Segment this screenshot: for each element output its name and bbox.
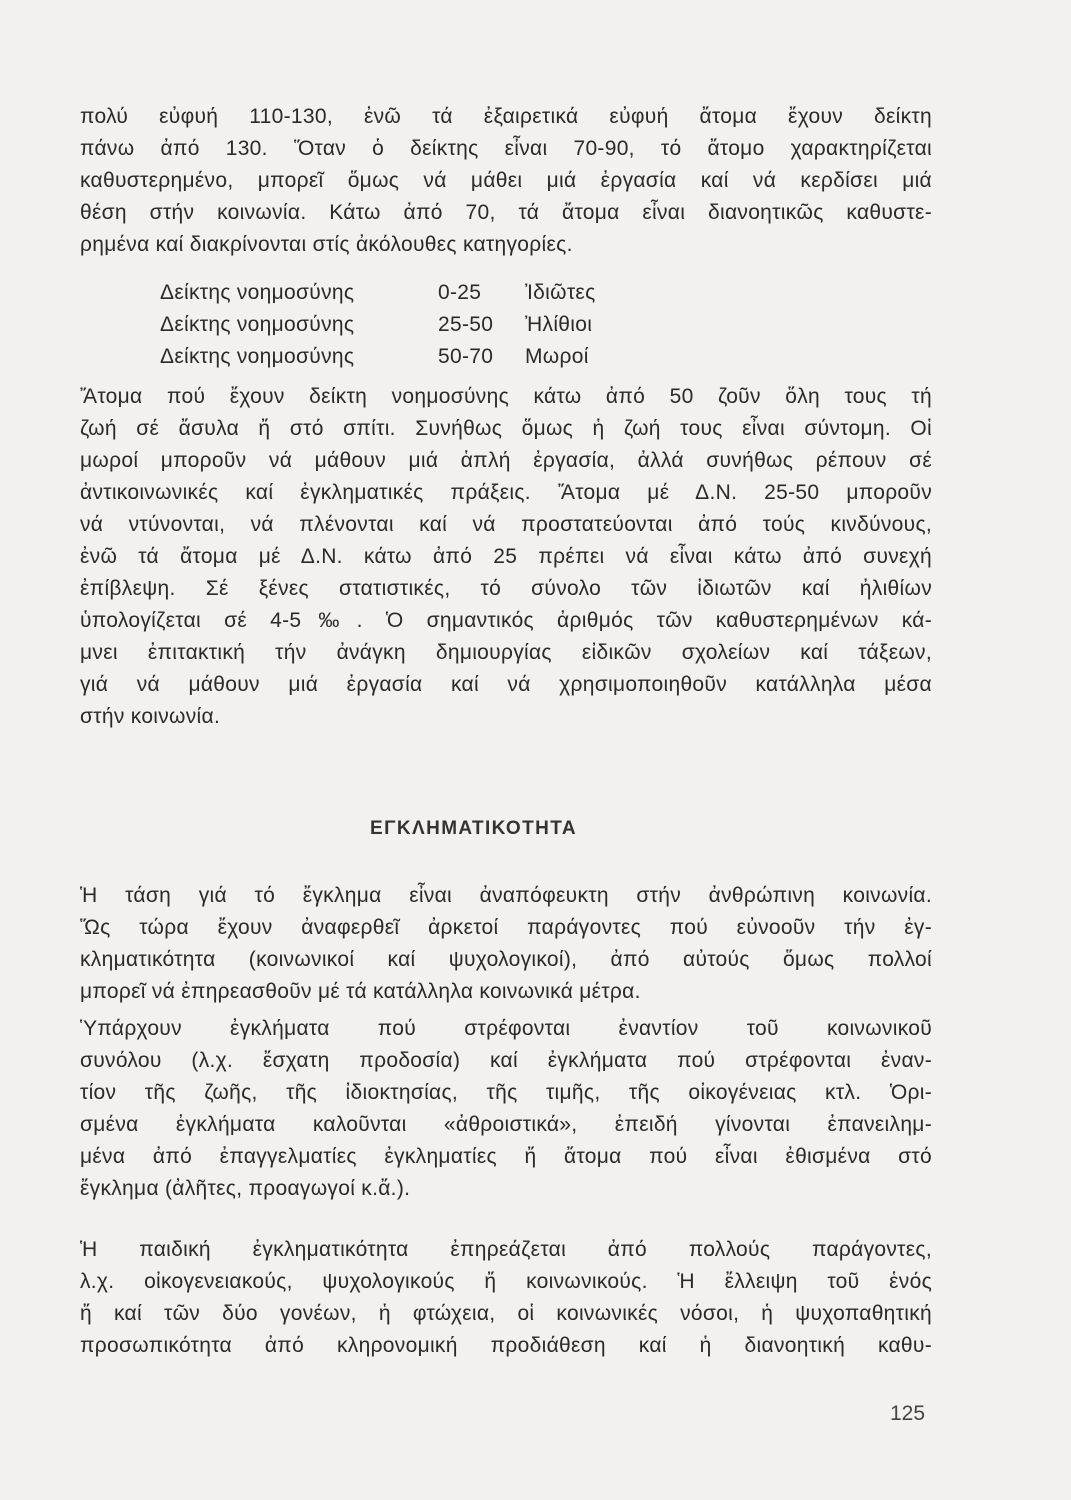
page-number: 125: [890, 1402, 926, 1425]
text-line: ὑπολογίζεται σέ 4-5‰. Ὁ σημαντικός ἀριθμός τῶν καθυστερημένων κά-: [80, 609, 932, 632]
section-heading: ΕΓΚΛΗΜΑΤΙΚΟΤΗΤΑ: [370, 818, 577, 839]
iq-range: 0-25: [438, 281, 482, 304]
text-line: Ἡ τάση γιά τό ἔγκλημα εἶναι ἀναπόφευκτη στήν ἀνθρώπινη κοινωνία.: [80, 884, 932, 907]
text-line: ἐπίβλεψη. Σέ ξένες στατιστικές, τό σύνολο τῶν ἰδιωτῶν καί ἠλιθίων: [80, 577, 932, 600]
text-line: πάνω ἀπό 130. Ὅταν ὁ δείκτης εἶναι 70-90, τό ἄτομο χαρακτηρίζεται: [80, 137, 932, 160]
paragraph-retardation: [80, 381, 932, 733]
paragraph-juvenile-crime: [80, 1234, 932, 1362]
text-line: προσωπικότητα ἀπό κληρονομική προδιάθεση καί ἡ διανοητική καθυ-: [80, 1334, 932, 1357]
text-line: στήν κοινωνία.: [80, 705, 221, 728]
text-line: μένα ἀπό ἐπαγγελματίες ἐγκληματίες ἤ ἄτομα πού εἶναι ἐθισμένα στό: [80, 1145, 932, 1168]
paragraph-crime-tendency: [80, 880, 932, 1008]
iq-category: Μωροί: [525, 345, 589, 368]
iq-label: Δείκτης νοημοσύνης: [160, 345, 355, 368]
text-line: μνει ἐπιτακτική τήν ἀνάγκη δημιουργίας εἰδικῶν σχολείων καί τάξεων,: [80, 641, 932, 664]
text-line: ἔγκλημα (ἀλῆτες, προαγωγοί κ.ἄ.).: [80, 1177, 411, 1200]
text-line: τίον τῆς ζωῆς, τῆς ἰδιοκτησίας, τῆς τιμῆς, τῆς οἰκογένειας κτλ. Ὁρι-: [80, 1081, 932, 1104]
text-line: ρημένα καί διακρίνονται στίς ἀκόλουθες κατηγορίες.: [80, 233, 573, 256]
text-line: ἐνῶ τά ἄτομα μέ Δ.Ν. κάτω ἀπό 25 πρέπει νά εἶναι κάτω ἀπό συνεχή: [80, 545, 932, 568]
text-line: Ὥς τώρα ἔχουν ἀναφερθεῖ ἀρκετοί παράγοντες πού εὐνοοῦν τήν ἐγ-: [80, 916, 932, 939]
text-line: ἤ καί τῶν δύο γονέων, ἡ φτώχεια, οἱ κοινωνικές νόσοι, ἡ ψυχοπαθητική: [80, 1302, 932, 1325]
text-line: ζωή σέ ἄσυλα ἤ στό σπίτι. Συνήθως ὅμως ἡ ζωή τους εἶναι σύντομη. Οἱ: [80, 417, 932, 440]
iq-category: Ἠλίθιοι: [525, 313, 593, 336]
text-line: λ.χ. οἰκογενειακούς, ψυχολογικούς ἤ κοινωνικούς. Ἡ ἔλλειψη τοῦ ἑνός: [80, 1270, 932, 1293]
paragraph-crime-types: [80, 1013, 932, 1205]
iq-label: Δείκτης νοημοσύνης: [160, 281, 355, 304]
text-line: γιά νά μάθουν μιά ἐργασία καί νά χρησιμοποιηθοῦν κατάλληλα μέσα: [80, 673, 932, 696]
text-line: μωροί μποροῦν νά μάθουν μιά ἁπλή ἐργασία, ἀλλά συνήθως ρέπουν σέ: [80, 449, 932, 472]
iq-label: Δείκτης νοημοσύνης: [160, 313, 355, 336]
text-line: Ἡ παιδική ἐγκληματικότητα ἐπηρεάζεται ἀπό πολλούς παράγοντες,: [80, 1238, 932, 1261]
iq-range: 50-70: [438, 345, 494, 368]
text-line: νά ντύνονται, νά πλένονται καί νά προστατεύονται ἀπό τούς κινδύνους,: [80, 513, 932, 536]
text-line: πολύ εὐφυή 110-130, ἐνῶ τά ἐξαιρετικά εὐφυή ἄτομα ἔχουν δείκτη: [80, 105, 932, 128]
text-line: ἀντικοινωνικές καί ἐγκληματικές πράξεις. Ἄτομα μέ Δ.Ν. 25-50 μποροῦν: [80, 481, 932, 504]
text-line: κληματικότητα (κοινωνικοί καί ψυχολογικοί), ἀπό αὐτούς ὅμως πολλοί: [80, 948, 932, 971]
text-line: μπορεῖ νά ἐπηρεασθοῦν μέ τά κατάλληλα κοινωνικά μέτρα.: [80, 980, 641, 1003]
text-line: καθυστερημένο, μπορεῖ ὅμως νά μάθει μιά ἐργασία καί νά κερδίσει μιά: [80, 169, 932, 192]
text-line: συνόλου (λ.χ. ἔσχατη προδοσία) καί ἐγκλήματα πού στρέφονται ἐναν-: [80, 1049, 932, 1072]
text-line: Ὑπάρχουν ἐγκλήματα πού στρέφονται ἐναντίον τοῦ κοινωνικοῦ: [80, 1017, 932, 1040]
paragraph-iq-intro: [80, 101, 932, 261]
text-line: Ἄτομα πού ἔχουν δείκτη νοημοσύνης κάτω ἀπό 50 ζοῦν ὅλη τους τή: [80, 385, 932, 408]
text-line: σμένα ἐγκλήματα καλοῦνται «ἀθροιστικά», ἐπειδή γίνονται ἐπανειλημ-: [80, 1113, 932, 1136]
iq-range: 25-50: [438, 313, 494, 336]
iq-category: Ἰδιῶτες: [525, 281, 596, 304]
text-line: θέση στήν κοινωνία. Κάτω ἀπό 70, τά ἄτομα εἶναι διανοητικῶς καθυστε-: [80, 201, 932, 224]
